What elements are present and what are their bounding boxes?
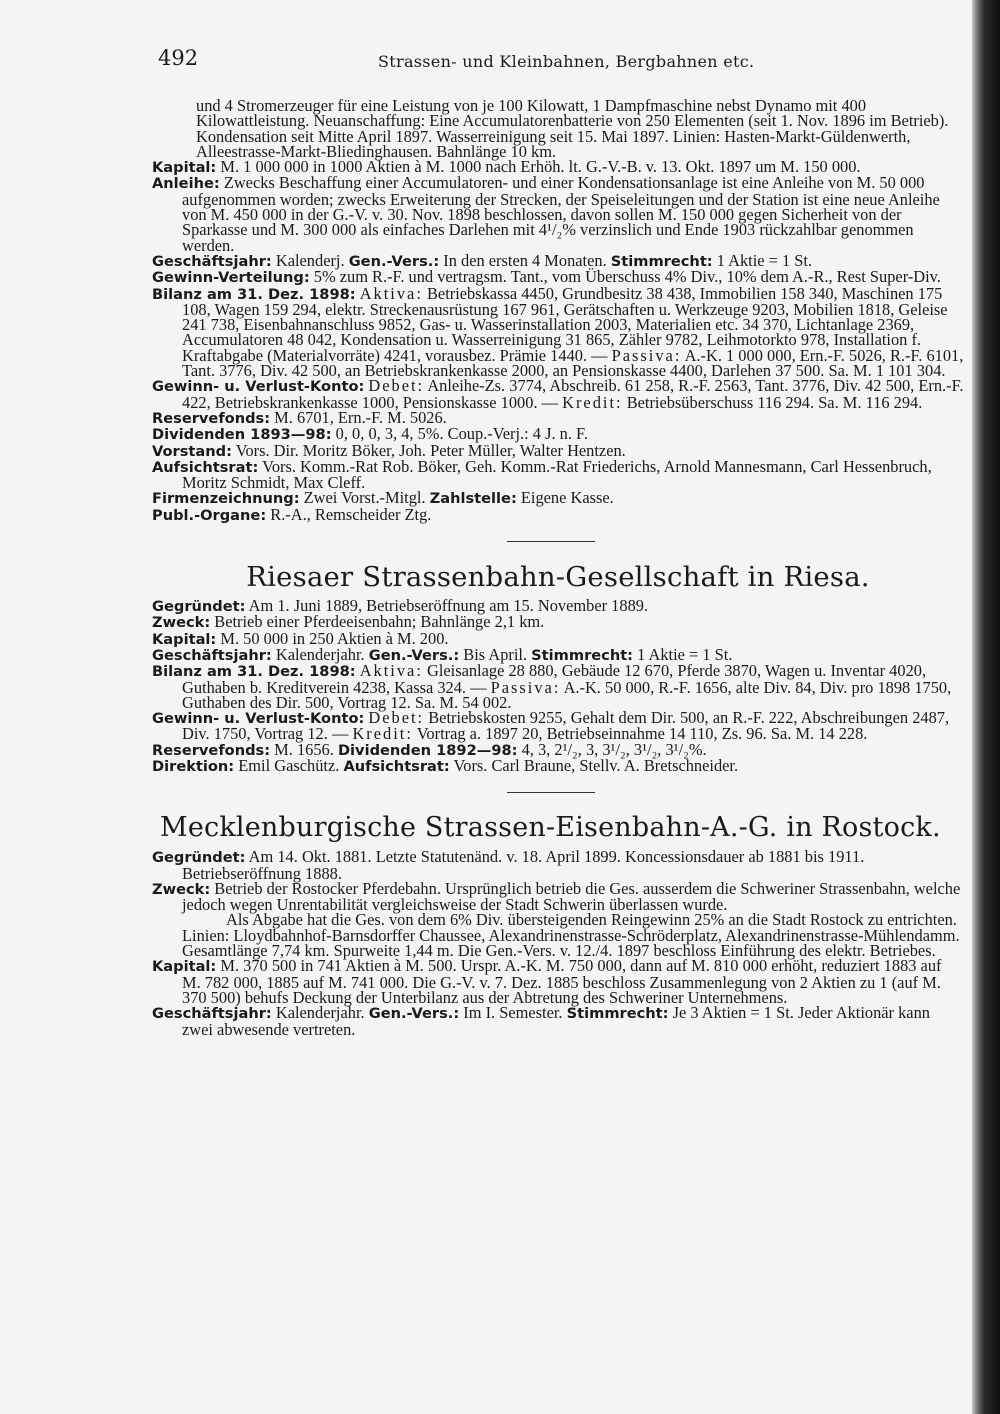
value: Am 1. Juni 1889, Betriebseröffnung am 15. November 1889.	[248, 596, 649, 616]
label: Reservefonds:	[152, 741, 271, 759]
label: Direktion:	[152, 757, 235, 775]
value: Zwei Vorst.-Mitgl.	[303, 488, 426, 508]
label: Gegründet:	[152, 849, 246, 867]
running-head	[158, 46, 958, 76]
passiva-value: A.-K. 50 000, R.-F. 1656, alte Div. 84, Div. pro 1898 1750, Guthaben des Dir. 500, Vortrag 12. Sa. M. 54 002.	[182, 677, 952, 712]
aktiva-value: Betriebskassa 4450, Grundbesitz 38 438, Immobilien 158 340, Maschinen 175 108, Wagen 159 294, elektr. Streckenausrüstung 167 961, Gerätschaften u. Werkzeuge 9203, Mobilien 1818, Geleise 241 738, Eisenbahnanschluss 9852, Gas- u. Wasserinstallation 2003, Materialien etc. 34 370, Lichtanlage 2369, Accumulatoren 48 042, Kondensation u. Wasserreinigung 31 865, Zähler 9782, Leihmotorkto 978, Installation f. Kraftabgabe (Materialvorräte) 4241, vorausbez. Prämie 1440. —	[182, 283, 948, 365]
label: Zweck:	[152, 880, 211, 898]
value: Emil Gaschütz.	[238, 755, 340, 775]
label: Firmenzeichnung:	[152, 490, 300, 508]
kredit-value: Vortrag a. 1897 20, Betriebseinnahme 14 110, Zs. 96. Sa. M. 14 228.	[416, 724, 868, 744]
section1-bilanz	[152, 283, 964, 381]
label: Anleihe:	[152, 175, 220, 193]
value: Bis April.	[463, 644, 528, 664]
label: Geschäftsjahr:	[152, 252, 272, 270]
book-spine-shadow	[972, 0, 1000, 1414]
label: Geschäftsjahr:	[152, 1005, 272, 1023]
label: Bilanz am 31. Dez. 1898:	[152, 285, 356, 303]
passiva-label: Passiva:	[611, 345, 682, 365]
passiva-label: Passiva:	[490, 677, 561, 697]
section3-zweck-continued: Als Abgabe hat die Ges. von dem 6% Div. übersteigenden Reingewinn 25% an die Stadt Rostock zu entrichten. Linien: Lloydbahnhof-Barnsdorffer Chaussee, Alexandrinenstrasse-Schröderplatz, Alexandrinenstrasse-Mühlendamm. Gesamtlänge 7,74 km. Spurweite 1,44 m. Die Gen.-Vers. v. 12./4. 1897 beschloss Einführung des elektr. Betriebes.	[182, 910, 960, 961]
label: Gewinn-Verteilung:	[152, 269, 310, 287]
section3-geschaeftsjahr	[152, 1005, 964, 1037]
aktiva-label: Aktiva:	[359, 661, 423, 681]
value: 1 Aktie = 1 St.	[637, 644, 733, 664]
label: Aufsichtsrat:	[343, 757, 450, 775]
value: Je 3 Aktien = 1 St.	[672, 1003, 794, 1023]
value: 5% zum R.-F. und vertragsm. Tant., vom Überschuss 4% Div., 10% dem A.-R., Rest Super-Div.	[313, 267, 941, 287]
kredit-label: Kredit:	[562, 392, 623, 412]
value: Betrieb einer Pferdeeisenbahn; Bahnlänge 2,1 km.	[214, 612, 545, 632]
value: Vors. Carl Braune, Stellv. A. Bretschneider.	[453, 755, 739, 775]
label: Zahlstelle:	[429, 490, 517, 508]
section2-title: Riesaer Strassenbahn-Gesellschaft in Riesa.	[246, 561, 870, 594]
value: M. 1656.	[274, 739, 334, 759]
value: M. 370 500 in 741 Aktien à M. 500. Urspr. A.-K. M. 750 000, dann auf M. 810 000 erhöht, reduziert 1883 auf M. 782 000, 1885 auf M. 741 000. Die G.-V. v. 7. Dez. 1885 beschloss Zusammenlegung von 2 Aktien zu 1 (auf M. 370 500) behufs Deckung der Unterbilanz aus der Abtretung des Schweriner Unternehmens.	[182, 956, 942, 1007]
section1-intro: und 4 Stromerzeuger für eine Leistung von je 100 Kilowatt, 1 Dampfmaschine nebst Dynamo mit 400 Kilowattleistung. Neuanschaffung: Eine Accumulatorenbatterie von 250 Elementen (seit 1. Nov. 1896 im Betrieb). Kondensation seit Mitte April 1897. Wasserreinigung seit 15. Mai 1897. Linien: Hasten-Markt-Güldenwerth, Alleestrasse-Markt-Bliedinghausen. Bahnlänge 10 km.	[196, 96, 949, 161]
value: 4, 3, 2¹/₂, 3, 3¹/₂, 3¹/₂, 3¹/₂%.	[521, 739, 707, 759]
debet-label: Debet:	[368, 376, 425, 396]
debet-value: Betriebskosten 9255, Gehalt dem Dir. 500, an R.-F. 222, Abschreibungen 2487, Div. 1750, Vortrag 12. —	[182, 708, 950, 744]
running-title: Strassen- und Kleinbahnen, Bergbahnen etc.	[378, 52, 755, 71]
section3-gegruendet	[152, 849, 964, 881]
label: Gegründet:	[152, 598, 246, 616]
section1-publ	[152, 504, 964, 524]
kredit-value: Betriebsüberschuss 116 294. Sa. M. 116 294.	[626, 392, 923, 412]
label: Bilanz am 31. Dez. 1898:	[152, 663, 356, 681]
label: Kapital:	[152, 159, 217, 177]
value: Im I. Semester.	[463, 1003, 563, 1023]
section1-anleihe	[152, 173, 964, 255]
passiva-value: A.-K. 1 000 000, Ern.-F. 5026, R.-F. 6101, Tant. 3776, Div. 42 500, an Betriebskrankenkasse 2000, an Pensionskasse 4400, Darlehen 37 500. Sa. M. 1 101 304.	[182, 345, 964, 381]
label: Gewinn- u. Verlust-Konto:	[152, 710, 365, 728]
value: 0, 0, 0, 3, 4, 5%. Coup.-Verj.: 4 J. n. F.	[335, 424, 588, 444]
value: M. 6701, Ern.-F. M. 5026.	[274, 407, 447, 427]
section2-guv	[152, 710, 964, 742]
aktiva-value: Gleisanlage 28 880, Gebäude 12 670, Pferde 3870, Wagen u. Inventar 4020, Guthaben b. Kreditverein 4238, Kassa 324. —	[182, 661, 927, 697]
label: Gen.-Vers.:	[368, 646, 460, 664]
label: Vorstand:	[152, 442, 232, 460]
label: Gen.-Vers.:	[368, 1005, 460, 1023]
label: Aufsichtsrat:	[152, 458, 259, 476]
debet-label: Debet:	[368, 708, 425, 728]
label: Stimmrecht:	[610, 252, 713, 270]
label: Kapital:	[152, 958, 217, 976]
section2-bilanz	[152, 663, 964, 710]
label: Reservefonds:	[152, 409, 271, 427]
aktiva-label: Aktiva:	[359, 283, 423, 303]
label: Dividenden 1892—98:	[337, 741, 518, 759]
value: Zwecks Beschaffung einer Accumulatoren- und einer Kondensationsanlage ist eine Anleihe von M. 50 000 aufgenommen worden; zwecks Erweiterung der Strecken, der Speiseleitungen und der Station ist eine neue Anleihe von M. 450 000 in der G.-V. v. 30. Nov. 1898 beschlossen, davon sollen M. 150 000 gegen Sicherheit von der Sparkasse und M. 300 000 als einfaches Darlehen mit 4¹/₂% verzinslich und Ende 1903 rückzahlbar genommen werden.	[182, 173, 940, 255]
value: M. 1 000 000 in 1000 Aktien à M. 1000 nach Erhöh. lt. G.-V.-B. v. 13. Okt. 1897 um M. 150 000.	[220, 157, 861, 177]
section2-direktion	[152, 755, 964, 775]
debet-value: Anleihe-Zs. 3774, Abschreib. 61 258, R.-F. 2563, Tant. 3776, Div. 42 500, Ern.-F. 422, Betriebskrankenkasse 1000, Pensionskasse 1000. —	[182, 376, 964, 412]
label: Zweck:	[152, 614, 211, 632]
page-number: 492	[158, 46, 199, 70]
value: Betrieb der Rostocker Pferdebahn. Ursprünglich betrieb die Ges. ausserdem die Schweriner Strassenbahn, welche jedoch wegen Unrentabilität vergleichsweise der Stadt Schwerin überlassen wurde.	[182, 878, 961, 915]
label: Gewinn- u. Verlust-Konto:	[152, 378, 365, 396]
label: Stimmrecht:	[531, 646, 634, 664]
page-body	[152, 98, 964, 1037]
label: Kapital:	[152, 630, 217, 648]
label: Dividenden 1893—98:	[152, 426, 332, 444]
section1-aufsichtsrat	[152, 456, 964, 493]
label: Gen.-Vers.:	[348, 252, 440, 270]
value: Kalenderjahr.	[275, 644, 365, 664]
kredit-label: Kredit:	[352, 724, 413, 744]
section3-kapital	[152, 958, 964, 1005]
value: Vors. Komm.-Rat Rob. Böker, Geh. Komm.-Rat Friederichs, Arnold Mannesmann, Carl Hessenbruch, Moritz Schmidt, Max Cleff.	[182, 456, 932, 493]
section1-guv	[152, 378, 964, 410]
value: Am 14. Okt. 1881. Letzte Statutenänd. v. 18. April 1899. Koncessionsdauer ab 1881 bis 1911. Betriebseröffnung 1888.	[182, 847, 865, 883]
section3-title: Mecklenburgische Strassen-Eisenbahn-A.-G. in Rostock.	[160, 812, 941, 844]
value: 1 Aktie = 1 St.	[716, 250, 813, 270]
value: Kalenderj.	[275, 250, 345, 270]
value: M. 50 000 in 250 Aktien à M. 200.	[220, 628, 449, 648]
value: R.-A., Remscheider Ztg.	[270, 504, 432, 524]
label: Geschäftsjahr:	[152, 646, 272, 664]
section-divider	[507, 792, 595, 793]
section-divider	[507, 541, 595, 542]
label: Publ.-Organe:	[152, 506, 267, 524]
value: Eigene Kasse.	[520, 488, 614, 508]
label: Stimmrecht:	[566, 1005, 669, 1023]
value: Vors. Dir. Moritz Böker, Joh. Peter Müller, Walter Hentzen.	[235, 440, 626, 460]
section3-zweck	[152, 878, 964, 915]
value: In den ersten 4 Monaten.	[443, 250, 607, 270]
value: Jeder Aktionär kann zwei abwesende vertreten.	[182, 1003, 930, 1039]
value: Kalenderjahr.	[275, 1003, 365, 1023]
